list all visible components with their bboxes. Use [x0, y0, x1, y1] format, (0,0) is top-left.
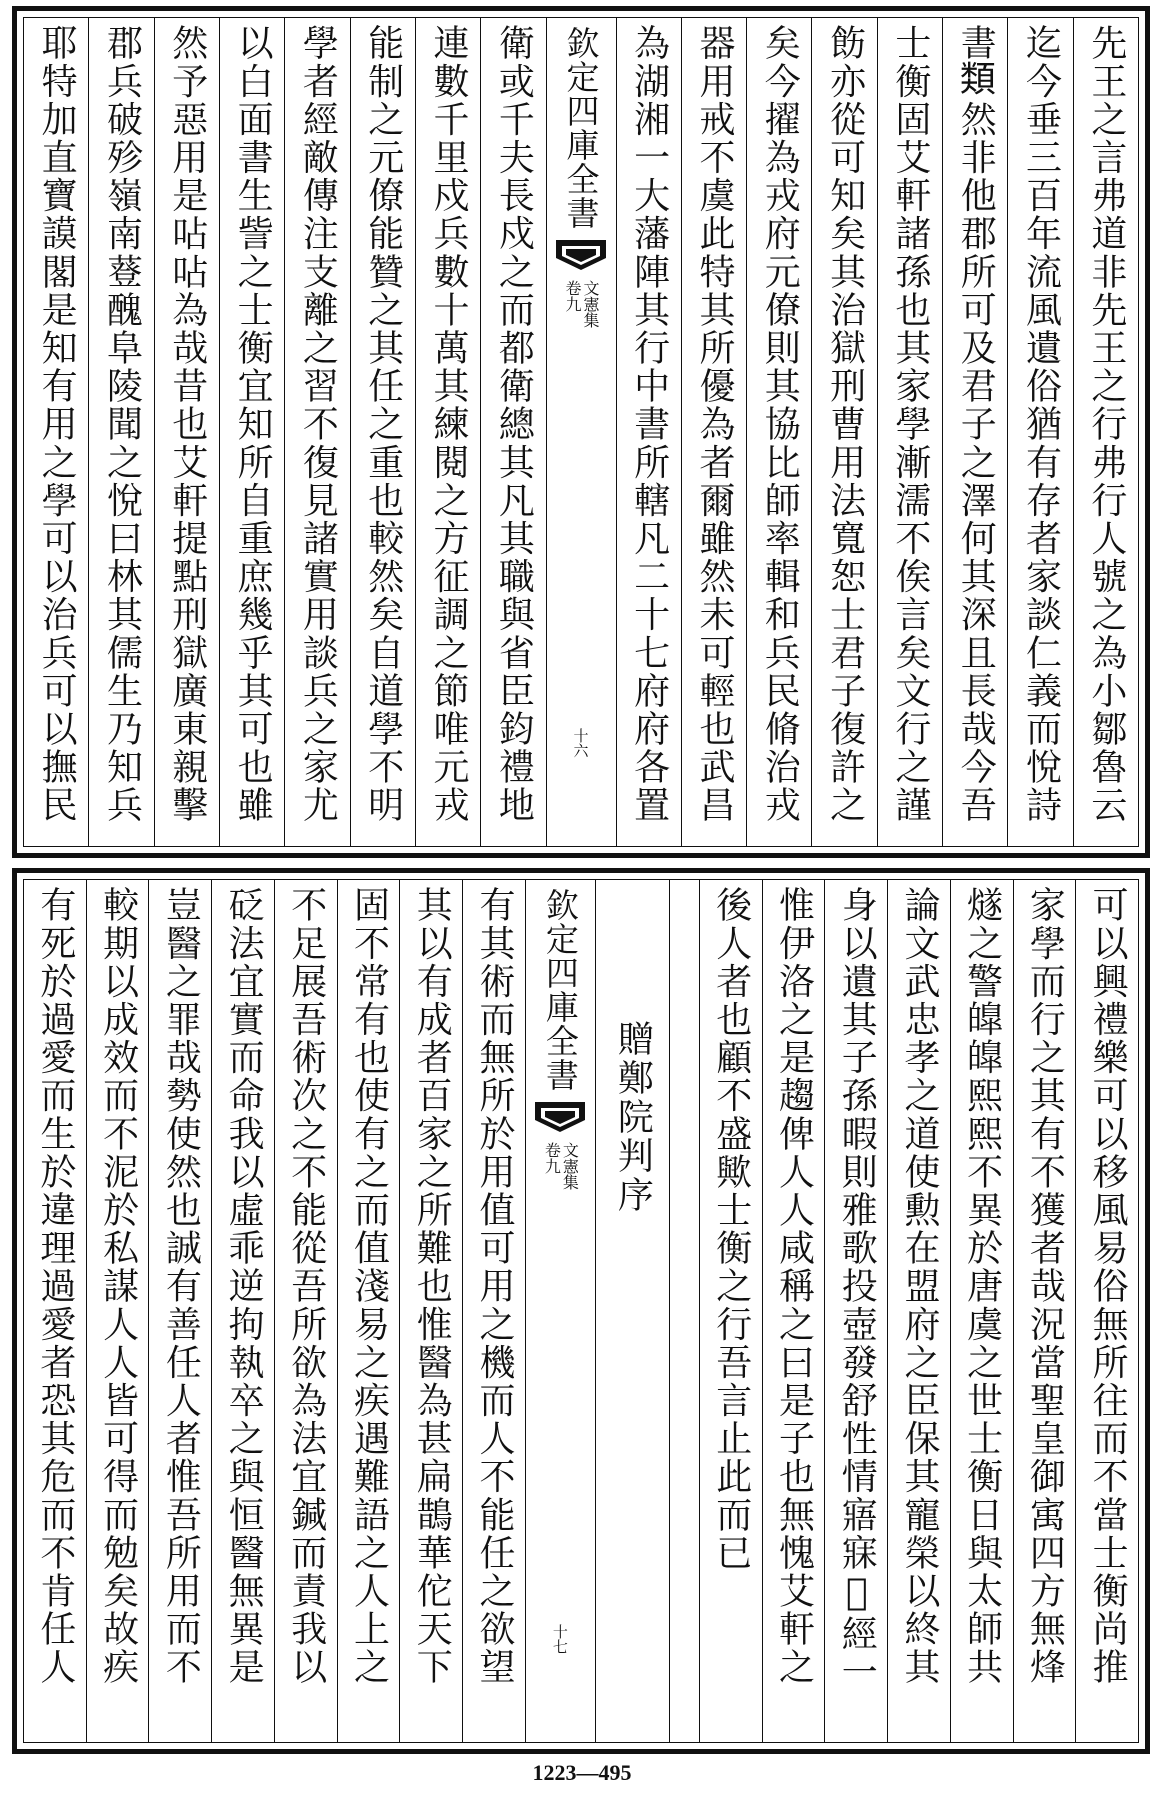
text-column: 燧之警皥皥熙熙不異於唐虞之世士衡日與太師共	[950, 880, 1013, 1742]
collection-name: 文憲集	[560, 1142, 580, 1190]
book-title: 欽定四庫全書	[540, 888, 580, 1092]
library-reference-number: 1223—495	[532, 1760, 632, 1785]
text-column: 耶特加直寶謨閣是知有用之學可以治兵可以撫民	[36, 24, 78, 825]
bottom-page-frame	[12, 868, 1150, 1754]
text-column: 家學而行之其有不獲者哉況當聖皇御㝢四方無烽	[1013, 880, 1076, 1742]
text-column: 後人者也顧不盛歟士衡之行吾言止此而已	[699, 880, 762, 1742]
text-column: 惟伊洛之是趨俾人人咸稱之曰是子也無愧艾軒之	[762, 880, 825, 1742]
text-column: 有其術而無所於用值可用之機而人不能任之欲望	[462, 880, 525, 1742]
volume-number: 卷九	[563, 280, 582, 312]
text-column: 器用戒不虞此特其所優為者爾雖然未可輕也武昌	[681, 18, 746, 846]
text-column: 能制之元僚能贊之其任之重也較然矣自道學不明	[350, 18, 415, 846]
text-column: 連數千里戍兵數十萬其練閱之方征調之節唯元戎	[415, 18, 480, 846]
book-title: 欽定四庫全書	[561, 26, 601, 230]
text-column: 迄今垂三百年流風遺俗猶有存者家談仁義而悅詩	[1007, 18, 1072, 846]
text-column: 較期以成效而不泥於私謀人人皆可得而勉矣故疾	[86, 880, 149, 1742]
text-column: 學者經敵傳注支離之習不復見諸實用談兵之家尤	[284, 18, 349, 846]
text-column: 砭法宜實而命我以虛乖逆拘執卒之與恒醫無異是	[211, 880, 274, 1742]
text-column: 身以遺其子孫暇則雅歌投壺發舒性情寤寐𫿡經一	[824, 880, 887, 1742]
folio-number: 十六	[571, 728, 590, 758]
text-column: 先王之言弗道非先王之行弗行人號之為小鄒魯云	[1073, 18, 1138, 846]
text-column: 不足展吾術次之不能從吾所欲為法宜鍼而責我以	[274, 880, 337, 1742]
text-column: 論文武忠孝之道使勲在盟府之臣保其寵榮以終其	[887, 880, 950, 1742]
volume-info	[564, 280, 598, 328]
text-column: 衛或千夫長戍之而都衛總其凡其職與省臣鈞禮地	[480, 18, 545, 846]
fishtail-mark-icon	[533, 1100, 587, 1134]
text-column: 有死於過愛而生於違理過愛者恐其危而不肯任人	[34, 886, 76, 1687]
text-column: 豈醫之罪哉勢使然也誠有善任人者惟吾所用而不	[148, 880, 211, 1742]
collection-name: 文憲集	[581, 280, 600, 328]
folio-number: 十七	[550, 1624, 569, 1654]
bottom-page-text-block	[23, 879, 1139, 1743]
center-gutter	[546, 18, 616, 846]
text-column: 書𩔖然非他郡所可及君子之澤何其深且長哉今吾	[942, 18, 1007, 846]
blank-column	[669, 880, 699, 1742]
volume-number: 卷九	[542, 1142, 562, 1174]
text-column: 為湖湘一大藩陣其行中書所轄凡二十七府府各置	[616, 18, 681, 846]
text-column: 矣今擢為戎府元僚則其協比師率輯和兵民脩治戎	[746, 18, 811, 846]
volume-info	[542, 1142, 580, 1190]
top-page-text-block	[23, 17, 1139, 847]
text-column: 飭亦從可知矣其治獄刑曹用法寬恕士君子復許之	[811, 18, 876, 846]
text-column: 固不常有也使有之而值淺易之疾遇難語之人上之	[337, 880, 400, 1742]
text-column: 然予惡用是呫呫為哉昔也艾軒提點刑獄廣東親擊	[154, 18, 219, 846]
section-title: 贈鄭院判序	[595, 880, 669, 1742]
center-gutter	[525, 880, 595, 1742]
top-page-frame	[12, 6, 1150, 858]
text-column: 以白面書生訾之士衡宜知所自重庶幾乎其可也雖	[219, 18, 284, 846]
text-column: 可以興禮樂可以移風易俗無所往而不當士衡尚推	[1075, 880, 1138, 1742]
text-column: 郡兵破殄嶺南䔲醜阜陵聞之悅曰林其儒生乃知兵	[88, 18, 153, 846]
text-column: 士衡固艾軒諸孫也其家學漸濡不俟言矣文行之謹	[877, 18, 942, 846]
text-column: 其以有成者百家之所難也惟醫為甚扁鵲華佗天下	[399, 880, 462, 1742]
fishtail-mark-icon	[554, 238, 608, 272]
